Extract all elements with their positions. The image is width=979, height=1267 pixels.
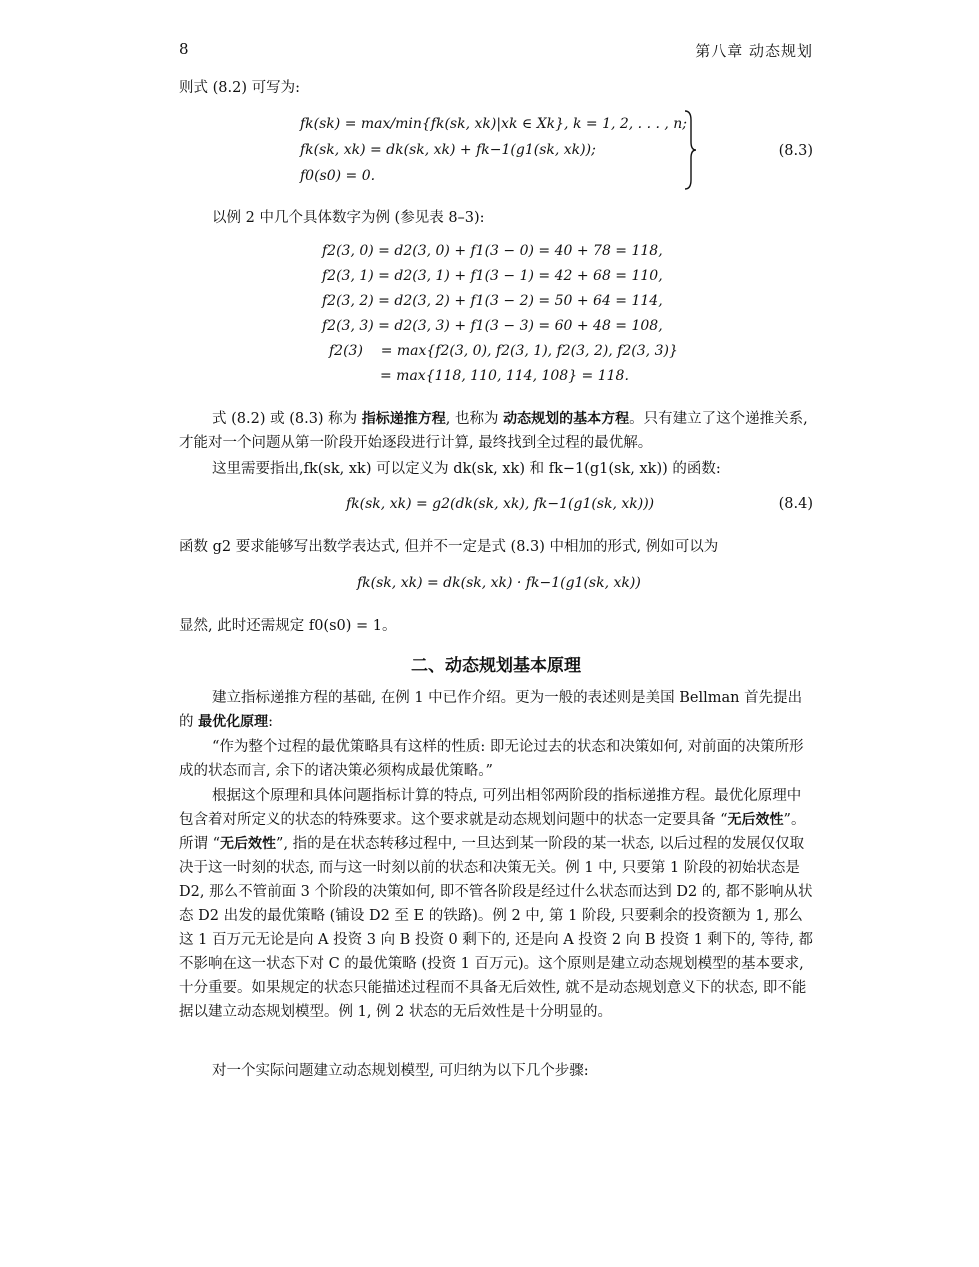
text: , 也称为 [445,411,504,427]
page-header [179,38,813,62]
text: ”。所谓 “ [179,812,806,852]
bold-term: 动态规划的基本方程 [503,411,630,427]
example-line-1: f2(3, 0) = d2(3, 0) + f1(3 − 0) = 40 + 78 = 118, [322,243,663,259]
paragraph-g2: 函数 g2 要求能够写出数学表达式, 但并不一定是式 (8.3) 中相加的形式, 例如可以为 [179,539,719,555]
paragraph-quote: “作为整个过程的最优策略具有这样的性质: 即无论过去的状态和决策如何, 对前面的决策所形成的状态而言, 余下的诸决策必须构成最优策略。” [179,739,804,779]
bold-term: 无后效性 [727,812,784,828]
example-intro: 以例 2 中几个具体数字为例 (参见表 8–3): [212,210,485,226]
equation-product: fk(sk, xk) = dk(sk, xk) · fk−1(g1(sk, xk)) [357,575,641,591]
example-line-3: f2(3, 2) = d2(3, 2) + f1(3 − 2) = 50 + 64 = 114, [322,293,663,309]
chapter-title: 第八章 动态规划 [695,42,813,60]
text: 。只有建立了这个递推关系, 才能对一个问题从第一阶段开始逐段进行计算, 最终找到全过程的最优解。 [179,411,808,451]
equation-number-8-4: (8.4) [778,496,813,512]
text: 根据这个原理和具体问题指标计算的特点, 可列出相邻两阶段的指标递推方程。最优化原理中包含着对所定义的状态的特殊要求。这个要求就是动态规划问题中的状态一定要具备 “ [179,788,802,828]
paragraph-steps: 对一个实际问题建立动态规划模型, 可归纳为以下几个步骤: [212,1063,589,1079]
bold-term: 指标递推方程 [361,411,446,427]
example-line-5: f2(3) = max{f2(3, 0), f2(3, 1), f2(3, 2), f2(3, 3)} [329,343,678,359]
intro-line: 则式 (8.2) 可写为: [179,80,300,96]
equation-8-4: fk(sk, xk) = g2(dk(sk, xk), fk−1(g1(sk, xk))) [346,496,655,512]
bold-term: 最优化原理 [198,714,269,730]
text: ”, 指的是在状态转移过程中, 一旦达到某一阶段的某一状态, 以后过程的发展仅仅取决于这一时刻的状态, 而与这一时刻以前的状态和决策无关。例 1 中, 只要第 1 阶段的初始状态是 D2, 那么不管前面 3 个阶段的决策如何, 即不管各阶段是经过什么状态而达到 D2 的, 都不影响从状态 D2 出发的最优策略 (铺设 D2 至 E 的铁路)。例 2 中, 第 1 阶段, 只要剩余的投资额为 1, 那么这 1 百万元无论是向 A 投资 3 向 B 投资 0 剩下的, 还是向 A 投资 2 向 B 投资 1 剩下的, 等待, 都不影响在这一状态下对 C 的最优策略 (投资 1 百万元)。这个原则是建立动态规划模型的基本要求, 十分重要。如果规定的状态只能描述过程而不具备无后效性, 就不是动态规划意义下的状态, 即不能据以建立动态规划模型。例 1, 例 2 状态的无后效性是十分明显的。 [179,836,813,1020]
text: 建立指标递推方程的基础, 在例 1 中已作介绍。更为一般的表述则是美国 Bellman 首先提出的 [179,690,803,730]
system-line-2: fk(sk, xk) = dk(sk, xk) + fk−1(g1(sk, xk)); [300,142,596,158]
text: 式 (8.2) 或 (8.3) 称为 [212,411,362,427]
page-number: 8 [179,40,189,58]
section-title: 二、动态规划基本原理 [411,656,581,676]
system-line-1: fk(sk) = max/min{fk(sk, xk)|xk ∈ Xk}, k = 1, 2, . . . , n; [300,116,688,132]
paragraph-recursion [179,407,813,455]
example-line-2: f2(3, 1) = d2(3, 1) + f1(3 − 1) = 42 + 68 = 110, [322,268,663,284]
system-line-3: f0(s0) = 0. [300,168,376,184]
paragraph-bellman [179,686,813,734]
text: : [268,714,273,730]
example-line-4: f2(3, 3) = d2(3, 3) + f1(3 − 3) = 60 + 48 = 108, [322,318,663,334]
paragraph-f0: 显然, 此时还需规定 f0(s0) = 1。 [179,618,397,634]
bold-term: 无后效性 [220,836,277,852]
paragraph-no-aftereffect [179,784,813,1024]
example-line-6: = max{118, 110, 114, 108} = 118. [380,368,629,384]
equation-number-8-3: (8.3) [778,143,813,159]
right-brace [683,110,697,190]
paragraph-definition: 这里需要指出,fk(sk, xk) 可以定义为 dk(sk, xk) 和 fk−1(g1(sk, xk)) 的函数: [212,461,721,477]
